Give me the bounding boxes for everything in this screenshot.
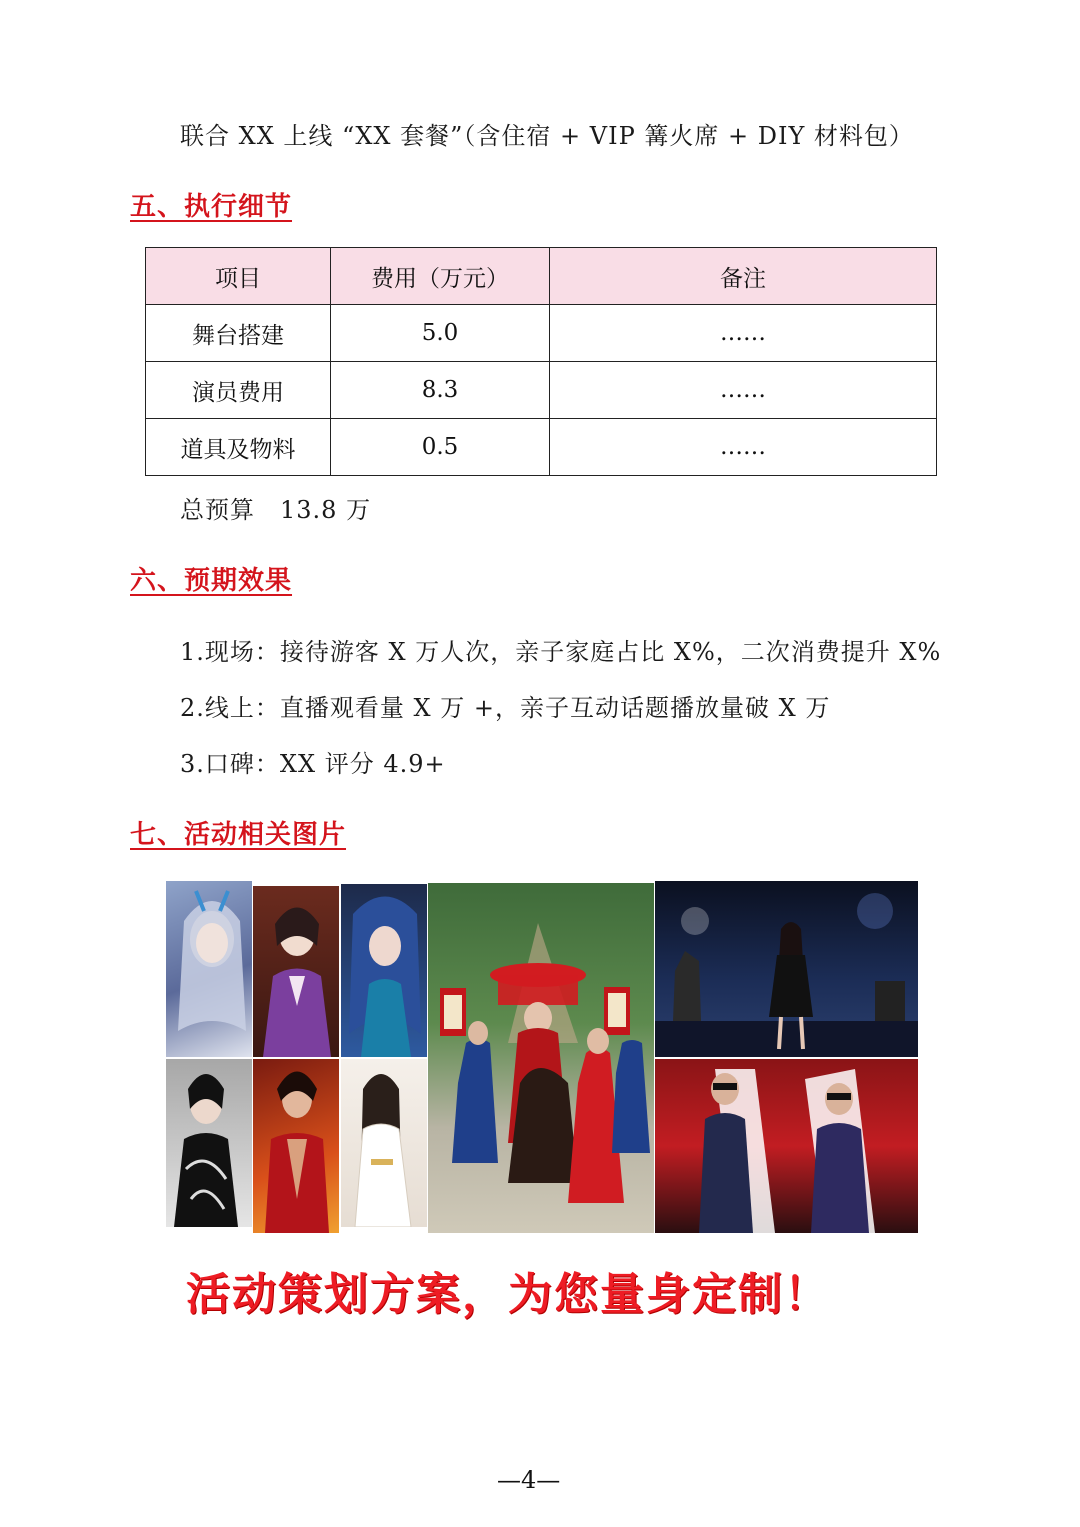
section7-heading: 七、活动相关图片 [130,820,347,850]
table-cell: …… [550,419,937,476]
table-cell: 舞台搭建 [146,305,331,362]
cosplay-photo [341,1059,427,1227]
table-cell: 0.5 [331,419,550,476]
table-header-cell: 备注 [550,248,937,305]
table-cell: 演员费用 [146,362,331,419]
table-cell: …… [550,362,937,419]
budget-table [145,247,937,476]
cosplay-photo [341,884,427,1057]
table-row [146,419,937,476]
effect-item-3: 3.口碑：XX 评分 4.9+ [180,750,446,778]
table-cell: 8.3 [331,362,550,419]
cosplay-photo [253,886,339,1057]
table-header-cell: 费用（万元） [331,248,550,305]
cosplay-photo [166,881,252,1057]
table-header-cell: 项目 [146,248,331,305]
table-row [146,305,937,362]
table-row [146,362,937,419]
total-budget: 总预算 13.8 万 [180,496,372,524]
intro-line: 联合 XX 上线 “XX 套餐”（含住宿 + VIP 篝火席 + DIY 材料包） [180,122,914,150]
table-cell: 5.0 [331,305,550,362]
slogan-banner: 活动策划方案，为您量身定制！ [186,1269,830,1320]
cosplay-photo [166,1059,252,1227]
page-number: —4— [497,1466,561,1494]
table-header-row [146,248,937,305]
photo-collage [166,881,918,1233]
table-cell: 道具及物料 [146,419,331,476]
section6-heading: 六、预期效果 [130,566,293,596]
procession-photo [428,883,654,1233]
table-cell: …… [550,305,937,362]
cosplay-photo [253,1059,339,1233]
performer-photo [655,1059,918,1233]
concert-photo [655,881,918,1057]
effect-item-2: 2.线上：直播观看量 X 万 +，亲子互动话题播放量破 X 万 [180,694,831,722]
section5-heading: 五、执行细节 [130,192,293,222]
effect-item-1: 1.现场：接待游客 X 万人次，亲子家庭占比 X%，二次消费提升 X% [180,638,942,666]
